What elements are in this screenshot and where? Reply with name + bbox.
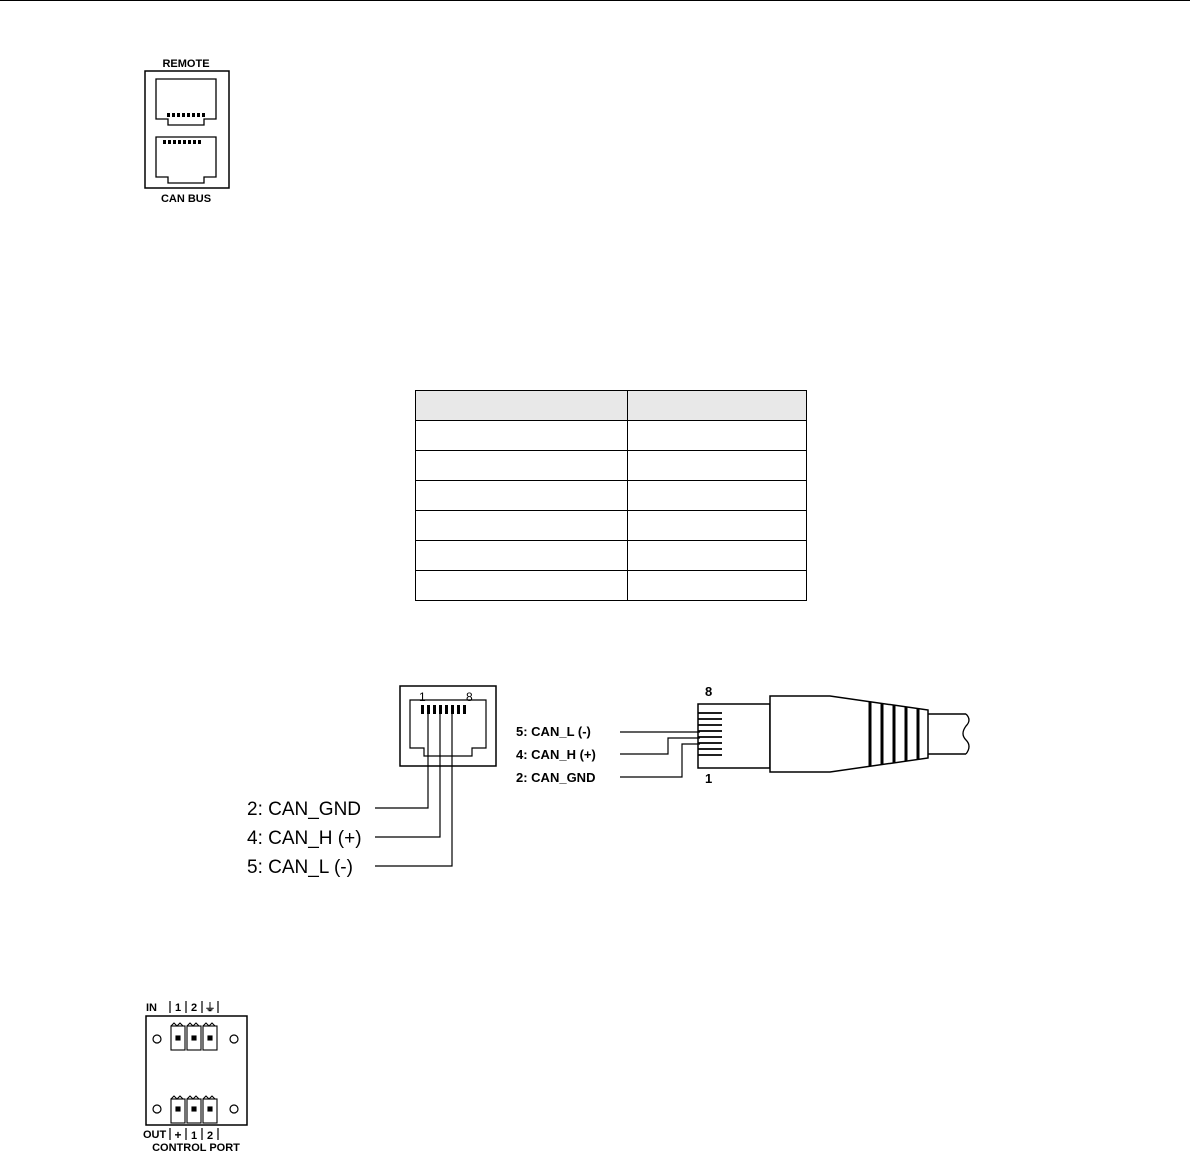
table-row: [416, 481, 807, 511]
table-cell: [628, 421, 807, 451]
control-port-label: CONTROL PORT: [152, 1142, 240, 1154]
table-cell: [416, 481, 628, 511]
canbus-jack: [156, 137, 216, 183]
canbus-label: CAN BUS: [160, 193, 212, 205]
plug-cable: [928, 714, 966, 754]
cable-break-mark: [963, 714, 969, 754]
control-out-pin-2: 2: [206, 1130, 214, 1142]
remote-label: REMOTE: [162, 58, 210, 70]
jack-wire-label-canl: 5: CAN_L (-): [247, 857, 353, 878]
plug-wires: [620, 732, 700, 777]
table-cell: [628, 571, 807, 601]
jack-outer-frame: [400, 686, 496, 766]
jack-pin-last-label: 8: [466, 690, 473, 704]
table-row: [416, 451, 807, 481]
table-cell: [416, 421, 628, 451]
table-header-row: [416, 391, 807, 421]
table-cell: [628, 451, 807, 481]
control-out-terminal-block: [171, 1096, 217, 1123]
remote-jack: [156, 79, 216, 125]
table-header-cell: [628, 391, 807, 421]
control-out-label: OUT: [143, 1129, 167, 1141]
control-in-label: IN: [146, 1002, 157, 1014]
page-top-rule: [0, 0, 1190, 1]
table-cell: [628, 511, 807, 541]
plug-contacts: [698, 713, 722, 755]
table-row: [416, 421, 807, 451]
jack-pin-first-label: 1: [419, 690, 426, 704]
remote-canbus-panel: [140, 55, 240, 210]
jack-wires: [375, 714, 452, 866]
plug-boot: [770, 696, 928, 772]
control-port-panel: [140, 995, 260, 1155]
table-cell: [416, 451, 628, 481]
control-in-ground-symbol: ⏚: [204, 1002, 216, 1014]
table-cell: [416, 571, 628, 601]
table-row: [416, 511, 807, 541]
table-cell: [628, 541, 807, 571]
table-cell: [416, 511, 628, 541]
table-cell: [628, 481, 807, 511]
plug-wire-label-canh: 4: CAN_H (+): [516, 747, 596, 762]
plug-pin-top-label: 8: [705, 684, 713, 699]
plug-pin-bottom-label: 1: [705, 771, 713, 786]
jack-wire-label-canh: 4: CAN_H (+): [247, 828, 362, 849]
plug-wiring-diagram: [510, 680, 980, 790]
control-out-pin-plus: +: [174, 1128, 182, 1142]
jack-pin-contacts: [421, 705, 466, 714]
table-header-cell: [416, 391, 628, 421]
control-in-pin-1: 1: [174, 1002, 182, 1014]
jack-wiring-diagram: [230, 680, 510, 880]
table-row: [416, 541, 807, 571]
plug-wire-label-gnd: 2: CAN_GND: [516, 770, 596, 785]
mounting-holes: [153, 1035, 238, 1113]
table-cell: [416, 541, 628, 571]
control-in-pin-2: 2: [190, 1002, 198, 1014]
control-in-terminal-block: [171, 1023, 217, 1050]
plug-wire-label-canl: 5: CAN_L (-): [516, 724, 591, 739]
pin-assignment-table: [415, 390, 807, 601]
jack-wire-label-gnd: 2: CAN_GND: [247, 799, 362, 820]
control-out-pin-1: 1: [190, 1130, 198, 1142]
table-row: [416, 571, 807, 601]
